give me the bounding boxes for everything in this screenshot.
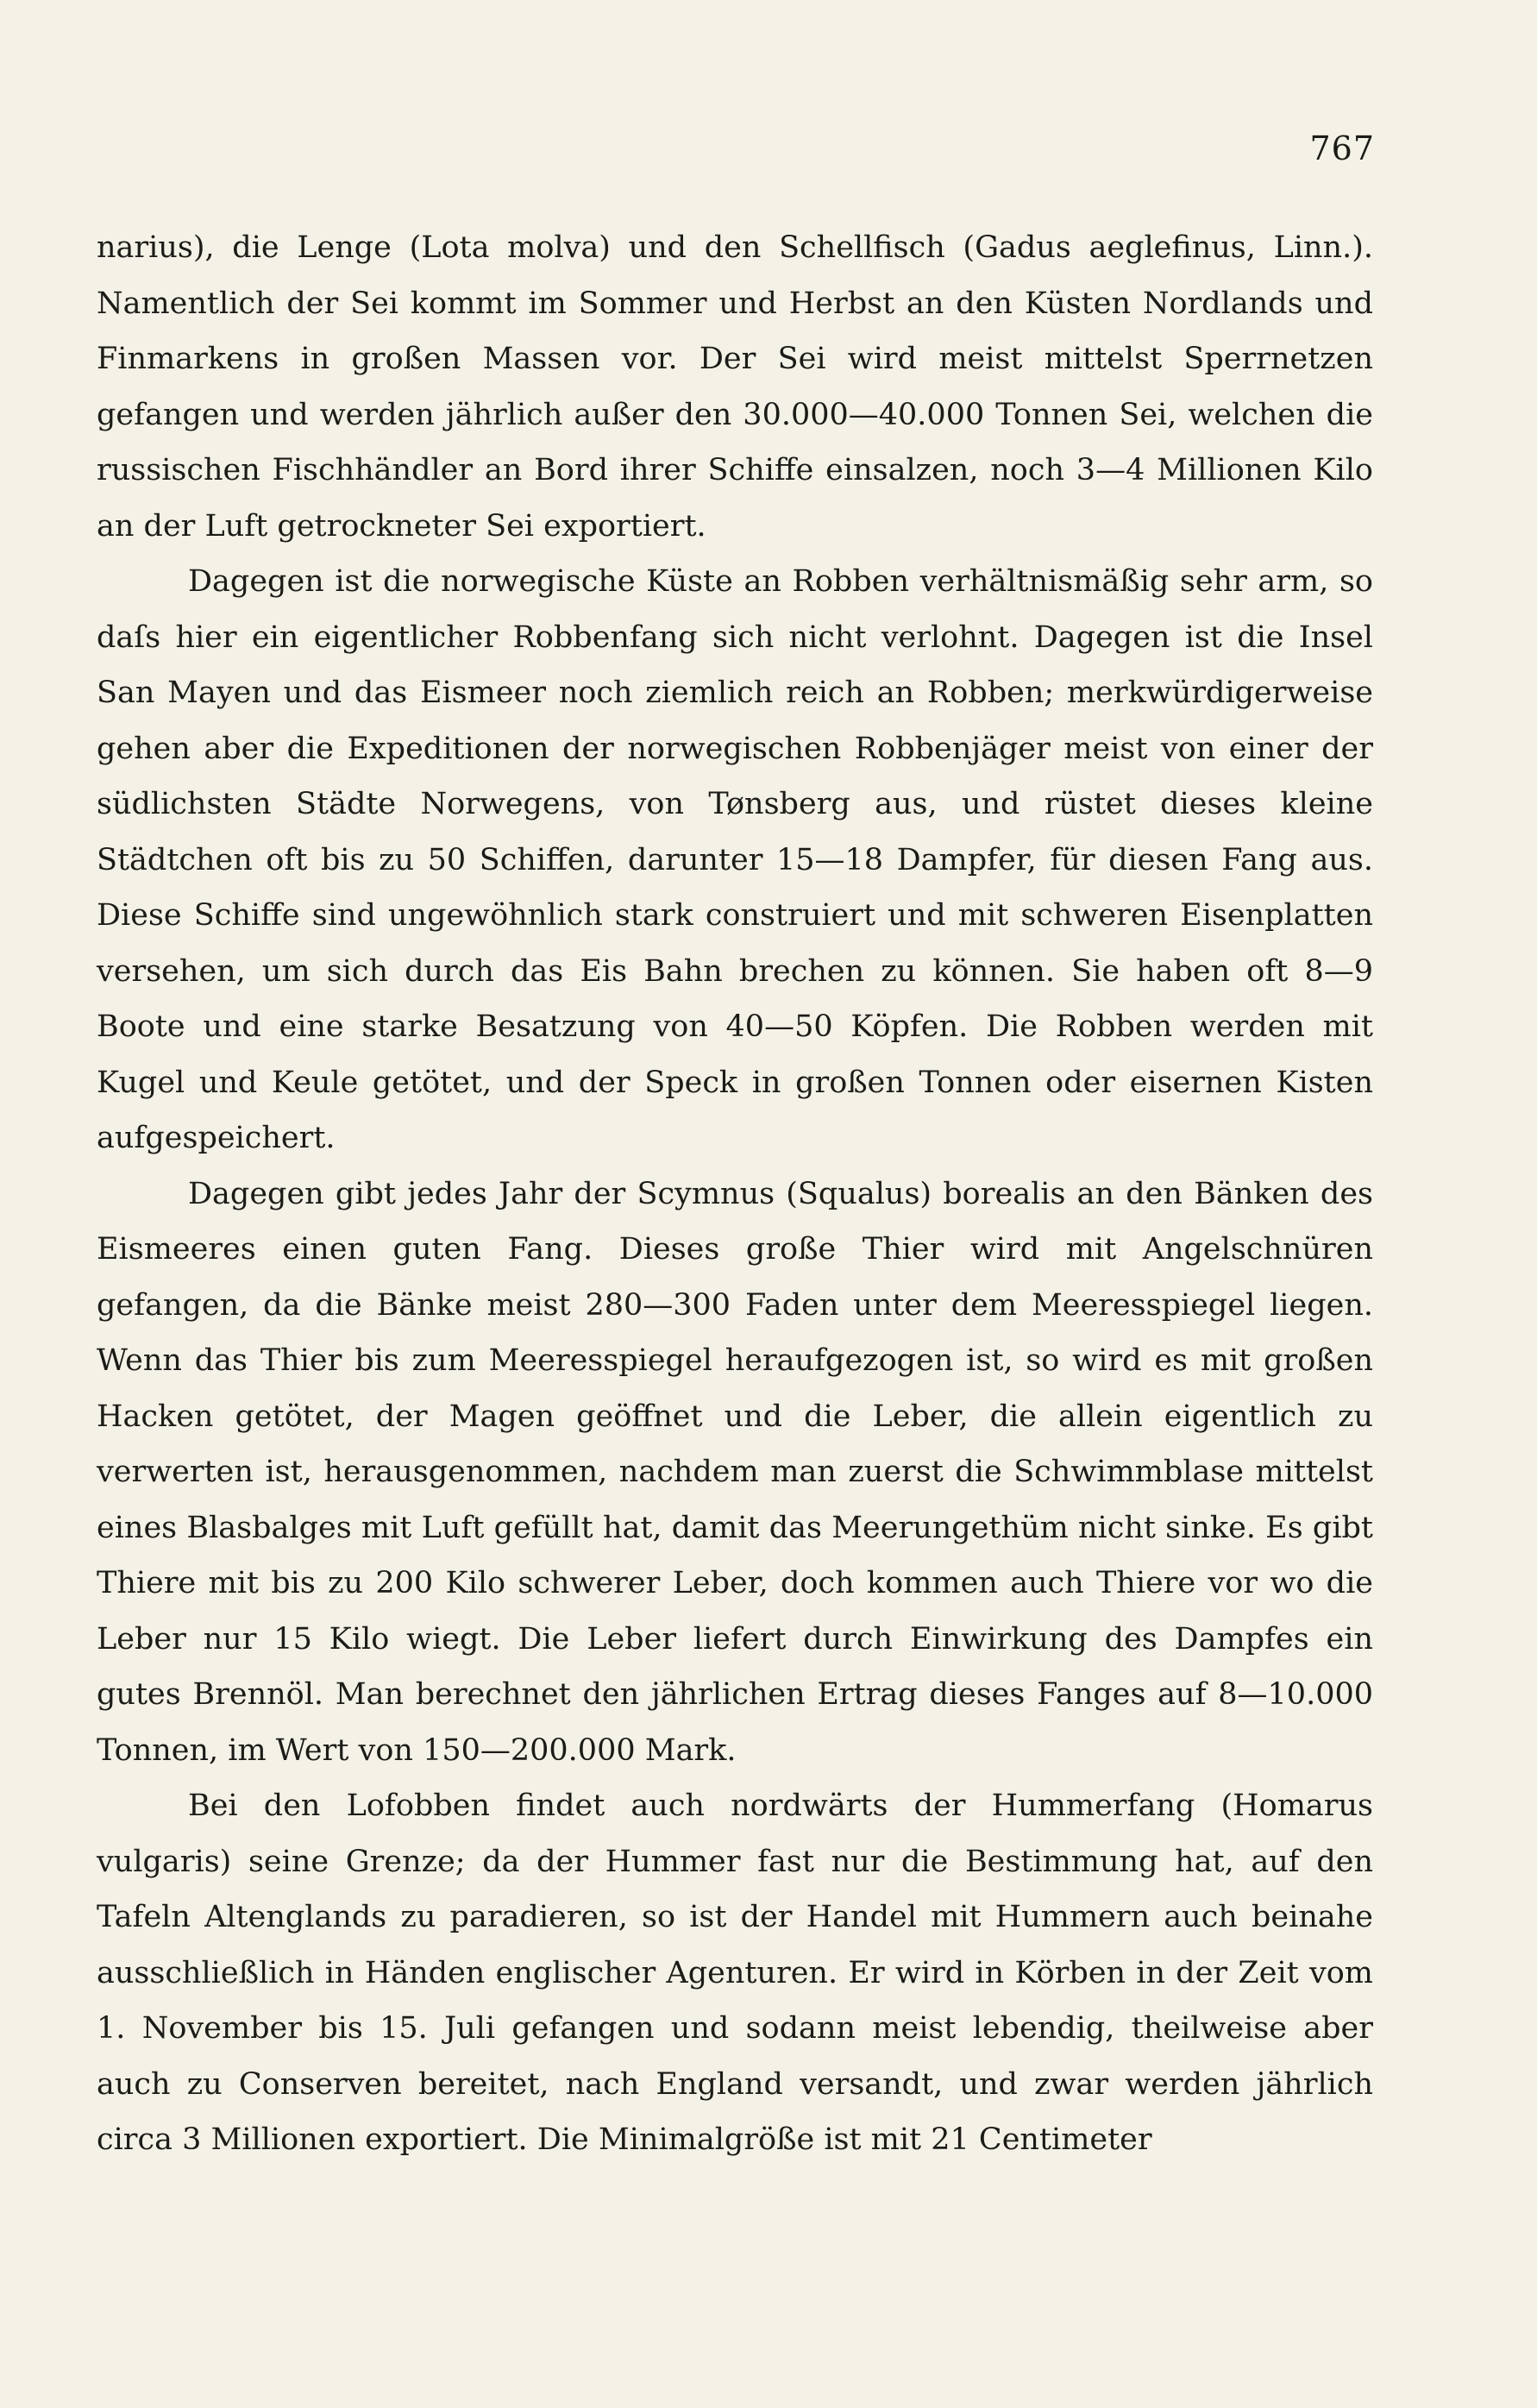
page-number: 767 bbox=[1309, 129, 1375, 167]
body-text bbox=[97, 220, 1373, 2168]
paragraph-4-lobster-fishing: Bei den Lofobben findet auch nordwärts der Hummerfang (Homarus vulgaris) seine Grenze; da der Hummer fast nur die Bestimmung hat, auf den Tafeln Altenglands zu paradieren, so ist der Handel mit Hummern auch beinahe ausschließlich in Händen englischer Agenturen. Er wird in Körben in der Zeit vom 1. November bis 15. Juli gefangen und sodann meist lebendig, theilweise aber auch zu Conserven bereitet, nach England versandt, und zwar werden jährlich circa 3 Millionen exportiert. Die Minimalgröße ist mit 21 Centimeter bbox=[97, 1789, 1373, 2157]
paragraph-1-fish-species: narius), die Lenge (Lota molva) und den Schellfisch (Gadus aeglefinus, Linn.). Namentlich der Sei kommt im Sommer und Herbst an den Küsten Nordlands und Finmarkens in großen Massen vor. Der Sei wird meist mittelst Sperrnetzen gefangen und werden jährlich außer den 30.000—40.000 Tonnen Sei, welchen die russischen Fischhändler an Bord ihrer Schiffe einsalzen, noch 3—4 Millionen Kilo an der Luft getrockneter Sei exportiert. bbox=[97, 230, 1373, 544]
paragraph-3-shark-fishing: Dagegen gibt jedes Jahr der Scymnus (Squalus) borealis an den Bänken des Eismeeres einen guten Fang. Dieses große Thier wird mit Angelschnüren gefangen, da die Bänke meist 280—300 Faden unter dem Meeresspiegel liegen. Wenn das Thier bis zum Meeresspiegel heraufgezogen ist, so wird es mit großen Hacken getötet, der Magen geöffnet und die Leber, die allein eigentlich zu verwerten ist, herausgenommen, nachdem man zuerst die Schwimmblase mittelst eines Blasbalges mit Luft gefüllt hat, damit das Meerungethüm nicht sinke. Es gibt Thiere mit bis zu 200 Kilo schwerer Leber, doch kommen auch Thiere vor wo die Leber nur 15 Kilo wiegt. Die Leber liefert durch Einwirkung des Dampfes ein gutes Brennöl. Man berechnet den jährlichen Ertrag dieses Fanges auf 8—10.000 Tonnen, im Wert von 150—200.000 Mark. bbox=[97, 1176, 1373, 1768]
paragraph-2-seal-hunting: Dagegen ist die norwegische Küste an Robben verhältnismäßig sehr arm, so daſs hier ein eigentlicher Robbenfang sich nicht verlohnt. Dagegen ist die Insel San Mayen und das Eismeer noch ziemlich reich an Robben; merkwürdigerweise gehen aber die Expeditionen der norwegischen Robbenjäger meist von einer der südlichsten Städte Norwegens, von Tønsberg aus, und rüstet dieses kleine Städtchen oft bis zu 50 Schiffen, darunter 15—18 Dampfer, für diesen Fang aus. Diese Schiffe sind ungewöhnlich stark construiert und mit schweren Eisenplatten versehen, um sich durch das Eis Bahn brechen zu können. Sie haben oft 8—9 Boote und eine starke Besatzung von 40—50 Köpfen. Die Robben werden mit Kugel und Keule getötet, und der Speck in großen Tonnen oder eisernen Kisten aufgespeichert. bbox=[97, 564, 1373, 1155]
